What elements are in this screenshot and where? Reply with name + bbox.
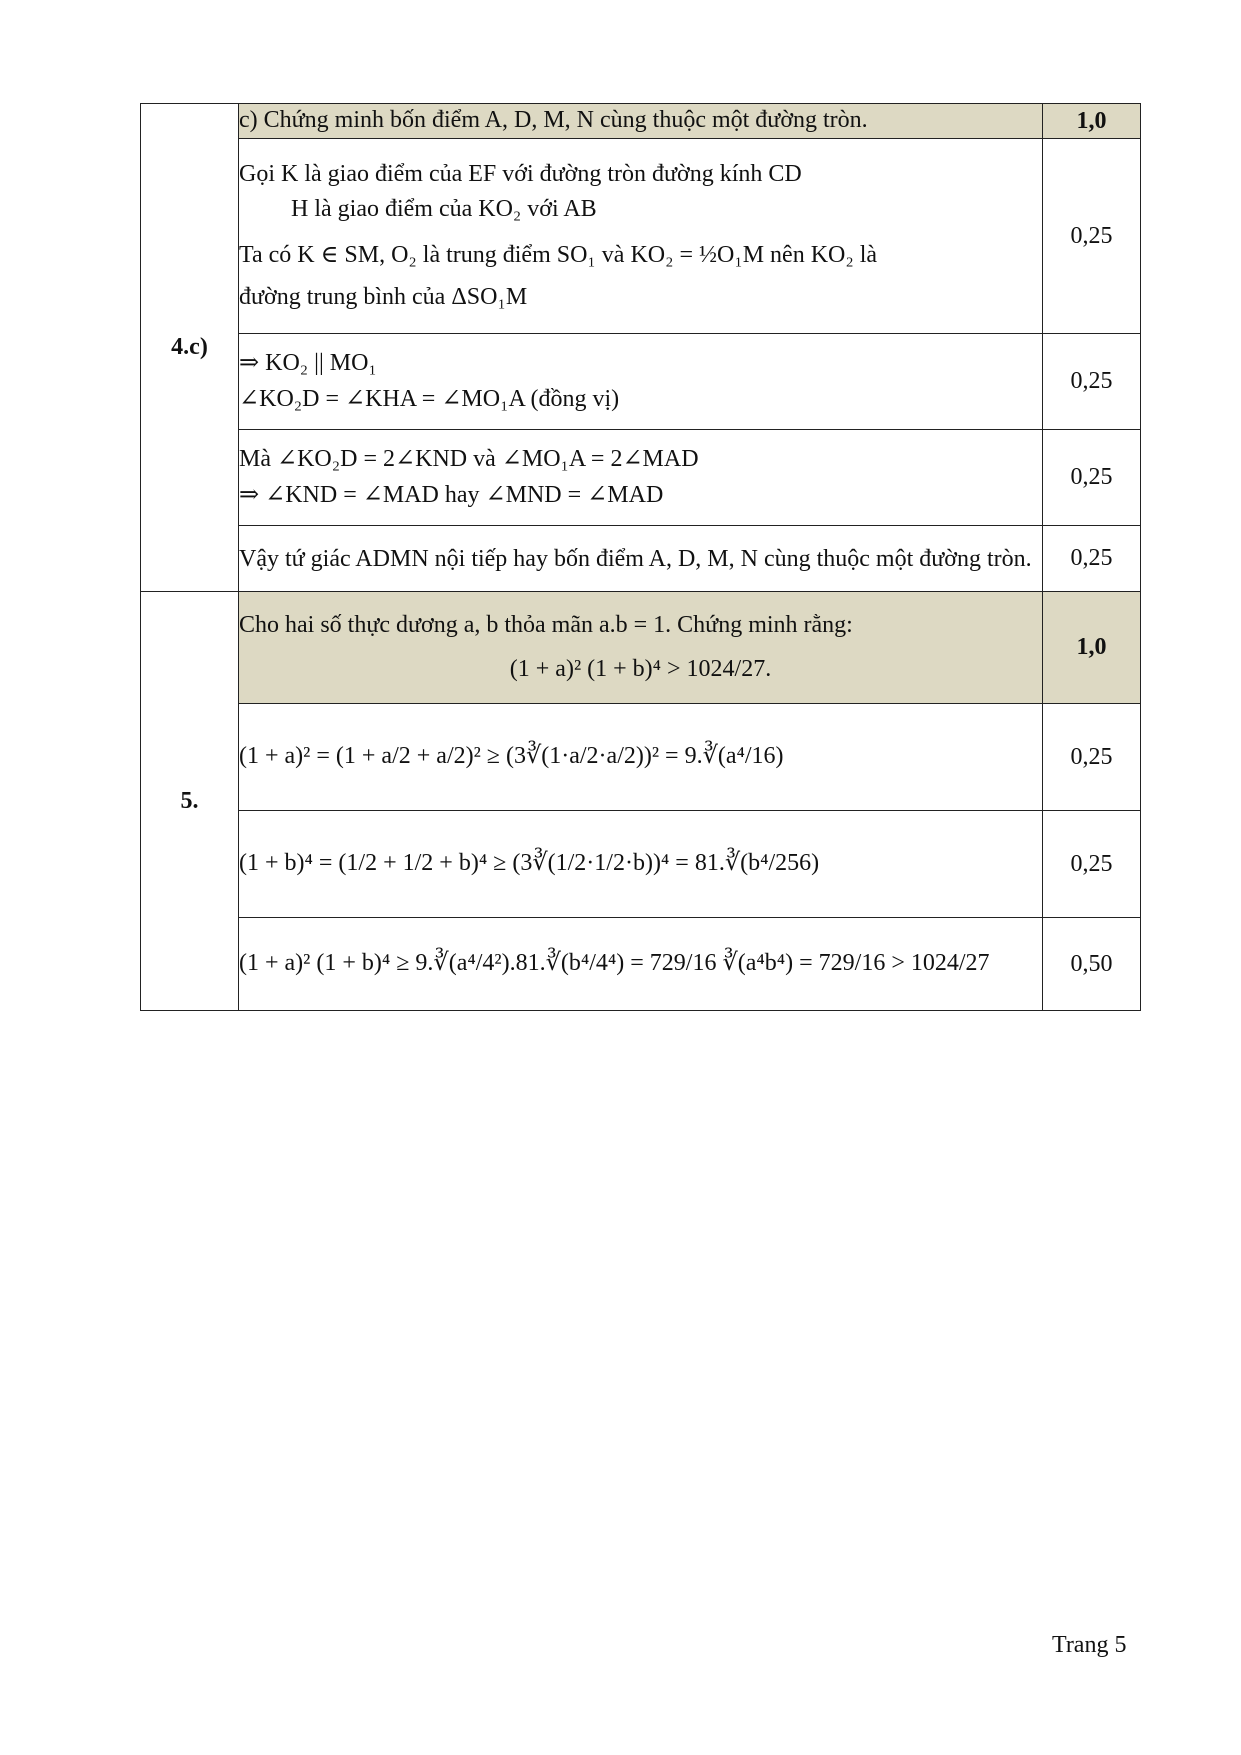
table-row	[141, 811, 1141, 918]
page-number: Trang 5	[1052, 1632, 1127, 1658]
table-row	[141, 918, 1141, 1011]
table-row	[141, 704, 1141, 811]
step-content	[239, 430, 1043, 526]
q4c-header-score: 1,0	[1043, 104, 1141, 139]
table-row	[141, 139, 1141, 334]
step-formula: (1 + a)² = (1 + a/2 + a/2)² ≥ (3∛(1·a/2·a/2))² = 9.∛(a⁴/16)	[239, 704, 1043, 811]
step-content: Vậy tứ giác ADMN nội tiếp hay bốn điểm A, D, M, N cùng thuộc một đường tròn.	[239, 526, 1043, 592]
step-formula: (1 + a)² (1 + b)⁴ ≥ 9.∛(a⁴/4²).81.∛(b⁴/4⁴) = 729/16 ∛(a⁴b⁴) = 729/16 > 1024/27	[239, 918, 1043, 1011]
step-score: 0,25	[1043, 430, 1141, 526]
step-score: 0,50	[1043, 918, 1141, 1011]
step-content	[239, 139, 1043, 334]
q5-header-content	[239, 592, 1043, 704]
step-line: đường trung bình của ΔSO₁M	[239, 283, 528, 310]
step-line: Mà ∠KO₂D = 2∠KND và ∠MO₁A = 2∠MAD	[239, 445, 699, 472]
step-score: 0,25	[1043, 704, 1141, 811]
step-formula: (1 + b)⁴ = (1/2 + 1/2 + b)⁴ ≥ (3∛(1/2·1/2·b))⁴ = 81.∛(b⁴/256)	[239, 811, 1043, 918]
q4c-header-text: c) Chứng minh bốn điểm A, D, M, N cùng thuộc một đường tròn.	[239, 104, 1043, 139]
question-number: 5.	[141, 592, 239, 1011]
step-score: 0,25	[1043, 139, 1141, 334]
table-row	[141, 526, 1141, 592]
table-row	[141, 334, 1141, 430]
step-line: H là giao điểm của KO₂ với AB	[291, 196, 597, 223]
step-content	[239, 334, 1043, 430]
grading-table	[140, 103, 1141, 1011]
step-line: ⇒ ∠KND = ∠MAD hay ∠MND = ∠MAD	[239, 481, 664, 508]
step-line: Gọi K là giao điểm của EF với đường tròn đường kính CD	[239, 160, 802, 187]
q4c-header-row	[141, 104, 1141, 139]
q5-header-row	[141, 592, 1141, 704]
step-score: 0,25	[1043, 334, 1141, 430]
step-line: ⇒ KO₂ || MO₁	[239, 349, 377, 376]
table-row	[141, 430, 1141, 526]
step-line: ∠KO₂D = ∠KHA = ∠MO₁A (đồng vị)	[239, 385, 620, 412]
step-score: 0,25	[1043, 526, 1141, 592]
step-score: 0,25	[1043, 811, 1141, 918]
q5-header-score: 1,0	[1043, 592, 1141, 704]
q5-header-formula: (1 + a)² (1 + b)⁴ > 1024/27.	[509, 655, 772, 682]
question-number: 4.c)	[141, 104, 239, 592]
step-line: Ta có K ∈ SM, O₂ là trung điểm SO₁ và KO₂ = ½O₁M nên KO₂ là	[239, 242, 878, 268]
q5-header-text: Cho hai số thực dương a, b thỏa mãn a.b = 1. Chứng minh rằng:	[239, 611, 853, 638]
